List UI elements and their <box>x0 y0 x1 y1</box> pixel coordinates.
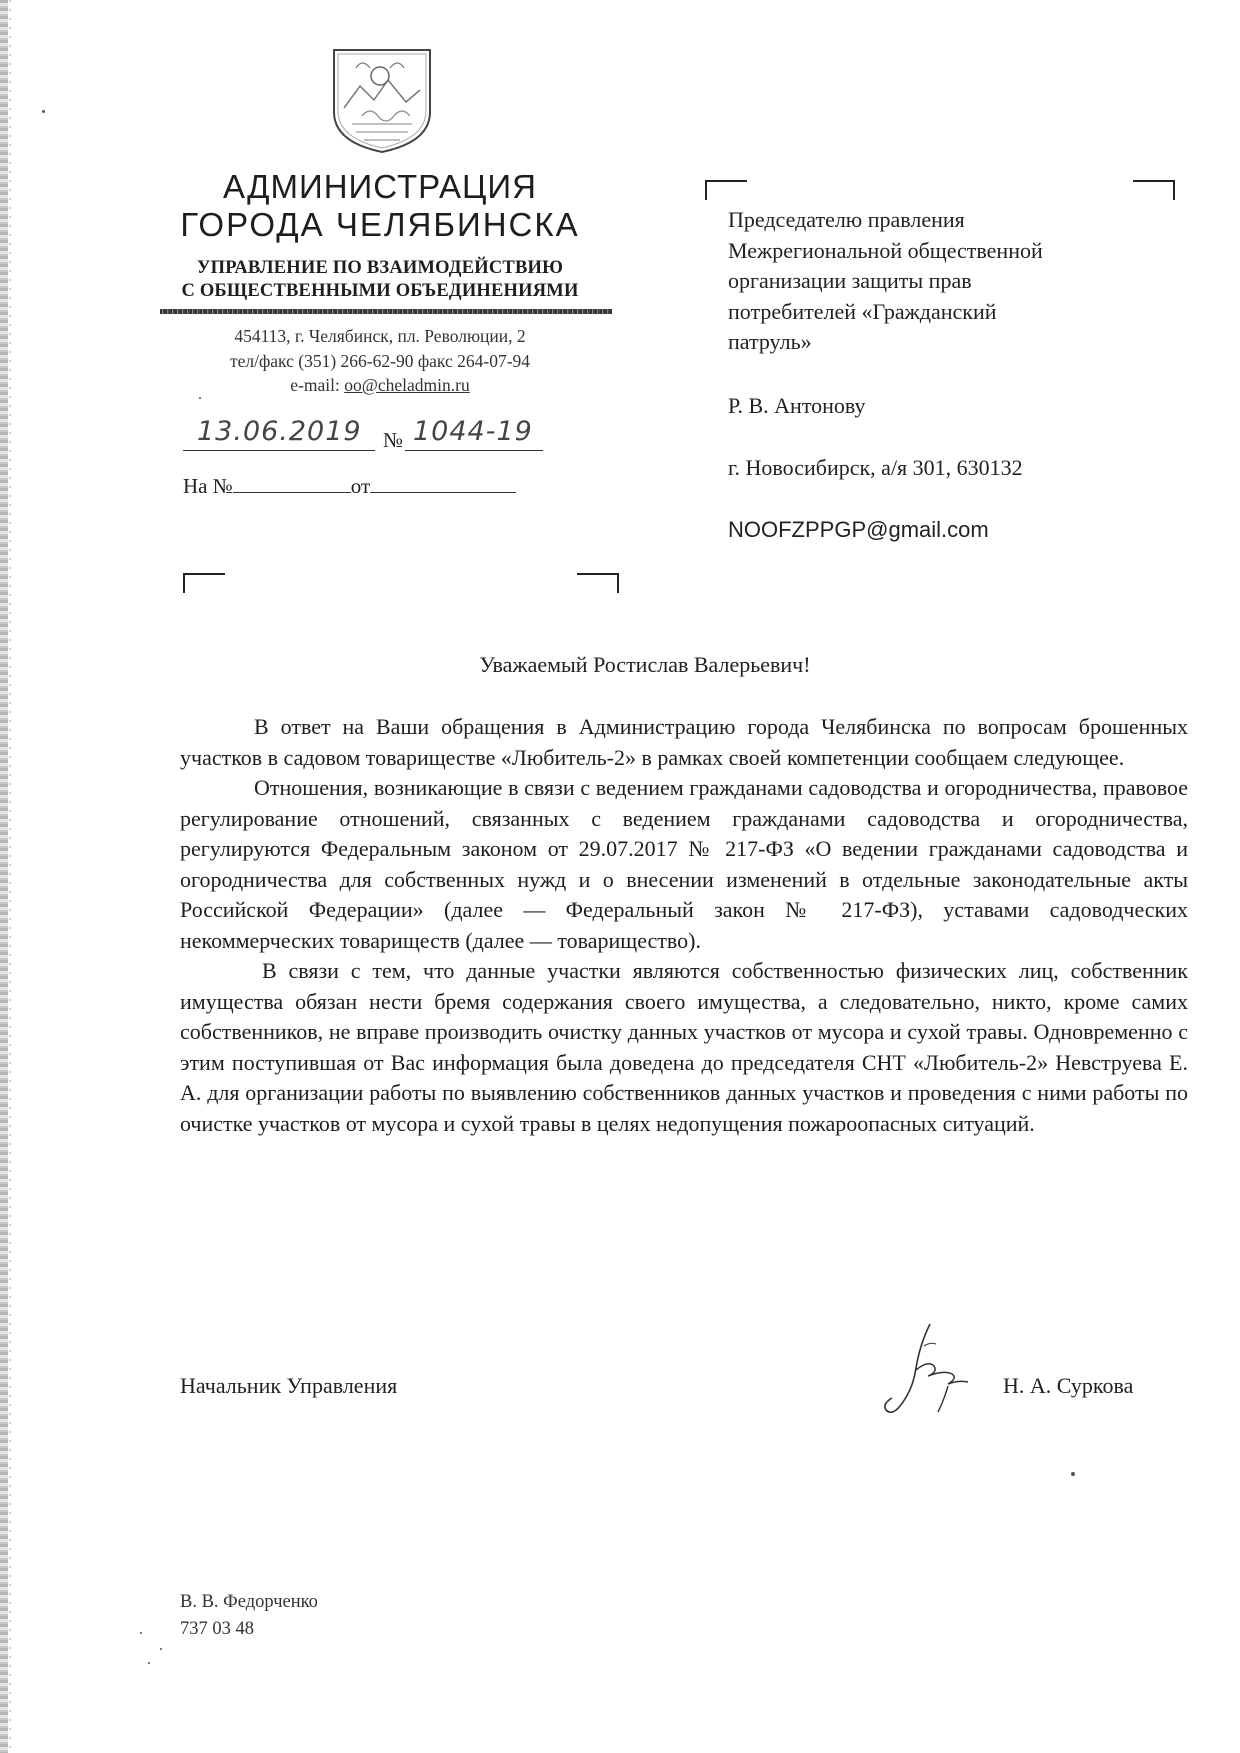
recipient-name: Р. В. Антонову <box>728 393 866 418</box>
recipient-line: патруль» <box>728 329 812 354</box>
body-paragraph: В ответ на Ваши обращения в Администрацию города Челябинска по вопросам брошенных участков в садовом товариществе «Любитель-2» в рамках своей компетенции сообщаем следующее. <box>180 714 1188 770</box>
reference-from: от <box>350 474 371 498</box>
signatory-title: Начальник Управления <box>180 1373 398 1398</box>
organization-email <box>150 375 610 396</box>
header-divider <box>160 309 612 314</box>
organization-name-line1: АДМИНИСТРАЦИЯ <box>223 168 537 205</box>
registration-line <box>183 416 543 452</box>
scan-speck <box>160 1648 162 1650</box>
organization-phones: тел/факс (351) 266-62-90 факс 264-07-94 <box>229 351 531 371</box>
organization-name-line2: ГОРОДА ЧЕЛЯБИНСКА <box>180 206 580 243</box>
reference-number-blank <box>233 474 351 493</box>
reference-date-blank <box>370 474 516 493</box>
recipient-email[interactable]: NOOFZPPGP@gmail.com <box>728 517 989 542</box>
reference-line <box>183 474 516 499</box>
date-underline <box>183 450 375 451</box>
recipient-bracket-left <box>705 180 747 200</box>
department-name-line2: С ОБЩЕСТВЕННЫМИ ОБЪЕДИНЕНИЯМИ <box>181 281 579 301</box>
letter-body <box>180 712 1188 1139</box>
email-label: e-mail: <box>290 375 345 395</box>
reference-prefix: На № <box>183 474 233 498</box>
scan-speck <box>1071 1472 1075 1476</box>
salutation <box>0 652 1240 678</box>
executor-phone: 737 03 48 <box>180 1619 254 1639</box>
scan-edge-artifact-2 <box>9 0 11 1753</box>
scan-speck <box>42 110 45 113</box>
handwritten-number: 1044-19 <box>413 416 533 447</box>
body-paragraph: В связи с тем, что данные участки являются собственностью физических лиц, собственник имущества обязан нести бремя содержания своего имущества, а следовательно, никто, кроме самих собственников, не вправе производить очистку данных участков от мусора и сухой травы. Одновременно с этим поступившая от Вас информация была доведена до председателя СНТ «Любитель-2» Невструева Е. А. для организации работы по выявлению собственников данных участков и проведения с ними работы по очистке участков от мусора и сухой травы в целях недопущения пожароопасных ситуаций. <box>180 958 1188 1136</box>
handwritten-signature <box>868 1316 988 1436</box>
recipient-line: Межрегиональной общественной <box>728 237 1043 263</box>
salutation-text: Уважаемый Ростислав Валерьевич! <box>479 652 811 677</box>
department-name-line1: УПРАВЛЕНИЕ ПО ВЗАИМОДЕЙСТВИЮ <box>196 258 564 278</box>
recipient-block <box>728 205 1178 358</box>
scan-speck <box>140 1632 142 1634</box>
recipient-address: г. Новосибирск, а/я 301, 630132 <box>728 455 1023 480</box>
scan-speck <box>199 397 201 399</box>
signatory-name: Н. А. Суркова <box>1003 1373 1134 1398</box>
email-link[interactable]: oo@cheladmin.ru <box>344 375 470 395</box>
body-paragraph: Отношения, возникающие в связи с ведением гражданами садоводства и огородничества, правовое регулирование отношений, связанных с ведением гражданами садоводства и огородничества, регулируются Федеральным законом от 29.07.2017 № 217-ФЗ «О ведении гражданами садоводства и огородничества для собственных нужд и о внесении изменений в отдельные законодательные акты Российской Федерации» (далее — Федеральный закон № 217-ФЗ), уставами садоводческих некоммерческих товариществ (далее — товарищество). <box>180 775 1188 953</box>
handwritten-date: 13.06.2019 <box>197 416 362 447</box>
organization-address: 454113, г. Челябинск, пл. Революции, 2 <box>234 326 526 346</box>
subject-bracket-right <box>577 573 619 593</box>
recipient-line: потребителей «Гражданский <box>728 298 997 324</box>
scan-speck <box>148 1662 150 1664</box>
number-sign: № <box>383 428 404 452</box>
number-underline <box>405 450 543 451</box>
coat-of-arms-icon <box>330 46 434 154</box>
recipient-line: Председателю правления <box>728 207 965 232</box>
recipient-line: организации защиты прав <box>728 268 972 293</box>
subject-bracket-left <box>183 573 225 593</box>
executor-name: В. В. Федорченко <box>180 1592 318 1612</box>
recipient-bracket-right <box>1133 180 1175 200</box>
scan-edge-artifact <box>0 0 8 1753</box>
